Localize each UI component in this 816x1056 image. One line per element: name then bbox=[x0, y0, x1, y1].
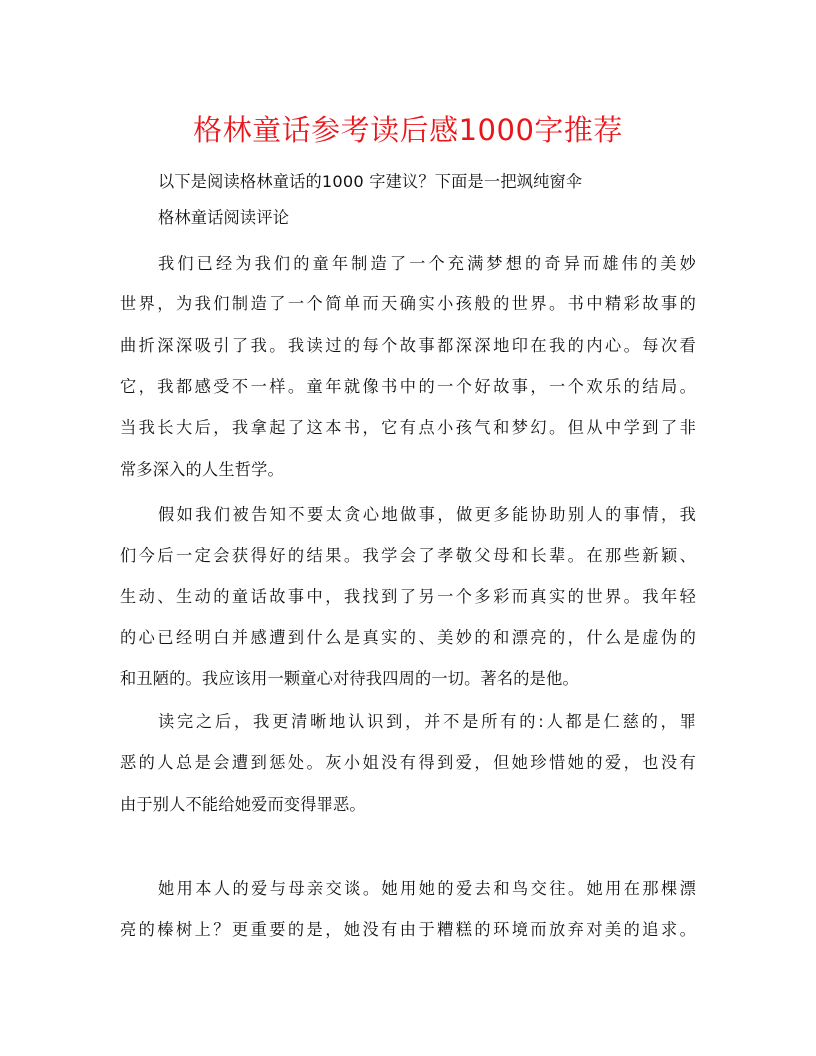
paragraph-line: 当我长大后，我拿起了这本书，它有点小孩气和梦幻。但从中学到了非 bbox=[120, 418, 696, 437]
paragraph-line: 读完之后，我更清晰地认识到，并不是所有的:人都是仁慈的，罪 bbox=[158, 712, 696, 731]
intro-line: 以下是阅读格林童话的1000 字建议？下面是一把飒纯窗伞 bbox=[158, 172, 583, 191]
paragraph-line: 她用本人的爱与母亲交谈。她用她的爱去和鸟交往。她用在那棵漂 bbox=[158, 879, 696, 898]
paragraph-line: 假如我们被告知不要太贪心地做事，做更多能协助别人的事情，我 bbox=[158, 505, 696, 524]
paragraph-line: 亮的榛树上？更重要的是，她没有由于糟糕的环境而放弃对美的追求。 bbox=[120, 920, 696, 939]
paragraph-line: 它，我都感受不一样。童年就像书中的一个好故事，一个欢乐的结局。 bbox=[120, 377, 696, 396]
paragraph-line: 和丑陋的。我应该用一颗童心对待我四周的一切。著名的是他。 bbox=[120, 669, 579, 688]
paragraph-line: 由于别人不能给她爱而变得罪恶。 bbox=[120, 795, 366, 814]
paragraph-line: 常多深入的人生哲学。 bbox=[120, 460, 284, 479]
paragraph-line: 们今后一定会获得好的结果。我学会了孝敬父母和长辈。在那些新颖、 bbox=[120, 546, 696, 565]
paragraph-line: 我们已经为我们的童年制造了一个充满梦想的奇异而雄伟的美妙 bbox=[158, 254, 696, 273]
subheading: 格林童话阅读评论 bbox=[158, 208, 290, 227]
paragraph-line: 曲折深深吸引了我。我读过的每个故事都深深地印在我的内心。每次看 bbox=[120, 336, 696, 355]
document-title: 格林童话参考读后感1000字推荐 bbox=[193, 113, 623, 147]
paragraph-line: 世界，为我们制造了一个简单而天确实小孩般的世界。书中精彩故事的 bbox=[120, 294, 696, 313]
paragraph-line: 恶的人总是会遭到惩处。灰小姐没有得到爱，但她珍惜她的爱，也没有 bbox=[120, 753, 696, 772]
paragraph-line: 的心已经明白并感遭到什么是真实的、美妙的和漂亮的，什么是虚伪的 bbox=[120, 628, 696, 647]
paragraph-line: 生动、生动的童话故事中，我找到了另一个多彩而真实的世界。我年轻 bbox=[120, 587, 696, 606]
